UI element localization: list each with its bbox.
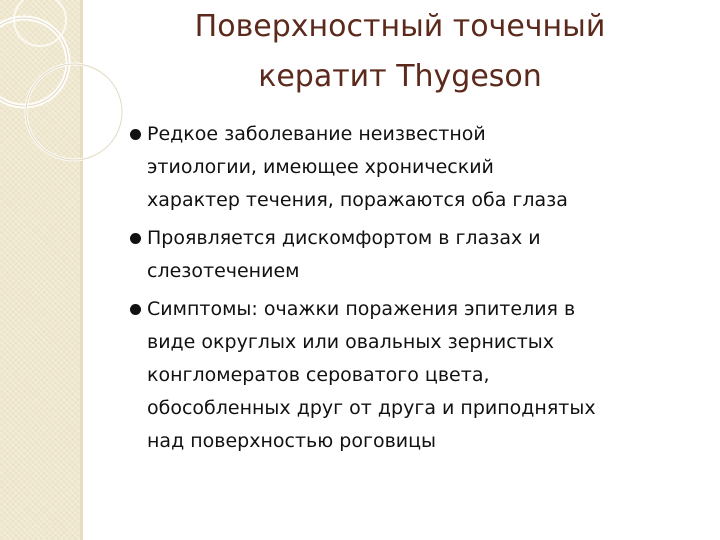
bullet-line: характер течения, поражаются оба глаза (147, 189, 568, 211)
bullet-line: виде округлых или овальных зернистых (147, 331, 555, 353)
bullet-text (147, 222, 705, 288)
bullet-text (147, 293, 705, 458)
bullet-line: обособленных друг от друга и приподнятых (147, 397, 596, 419)
slide-title-line-2: кератит Thygeson (258, 59, 542, 94)
bullet-line: слезотечением (147, 260, 300, 282)
bullet-line: этиологии, имеющее хронический (147, 156, 494, 178)
bullet-item-manifestation (130, 222, 705, 288)
slide-title (100, 0, 700, 102)
bullet-list (130, 118, 705, 463)
bullet-line: Симптомы: очажки поражения эпителия в (147, 298, 576, 320)
bullet-dot-icon (130, 129, 141, 140)
bullet-line: Редкое заболевание неизвестной (147, 123, 486, 145)
bullet-dot-icon (130, 304, 141, 315)
bullet-item-symptoms (130, 293, 705, 458)
bullet-text (147, 118, 705, 217)
bullet-line: конгломератов сероватого цвета, (147, 364, 490, 386)
bullet-line: над поверхностью роговицы (147, 430, 437, 452)
bullet-item-rare-disease (130, 118, 705, 217)
bullet-dot-icon (130, 233, 141, 244)
bullet-line: Проявляется дискомфортом в глазах и (147, 227, 541, 249)
slide-title-line-1: Поверхностный точечный (194, 9, 606, 44)
